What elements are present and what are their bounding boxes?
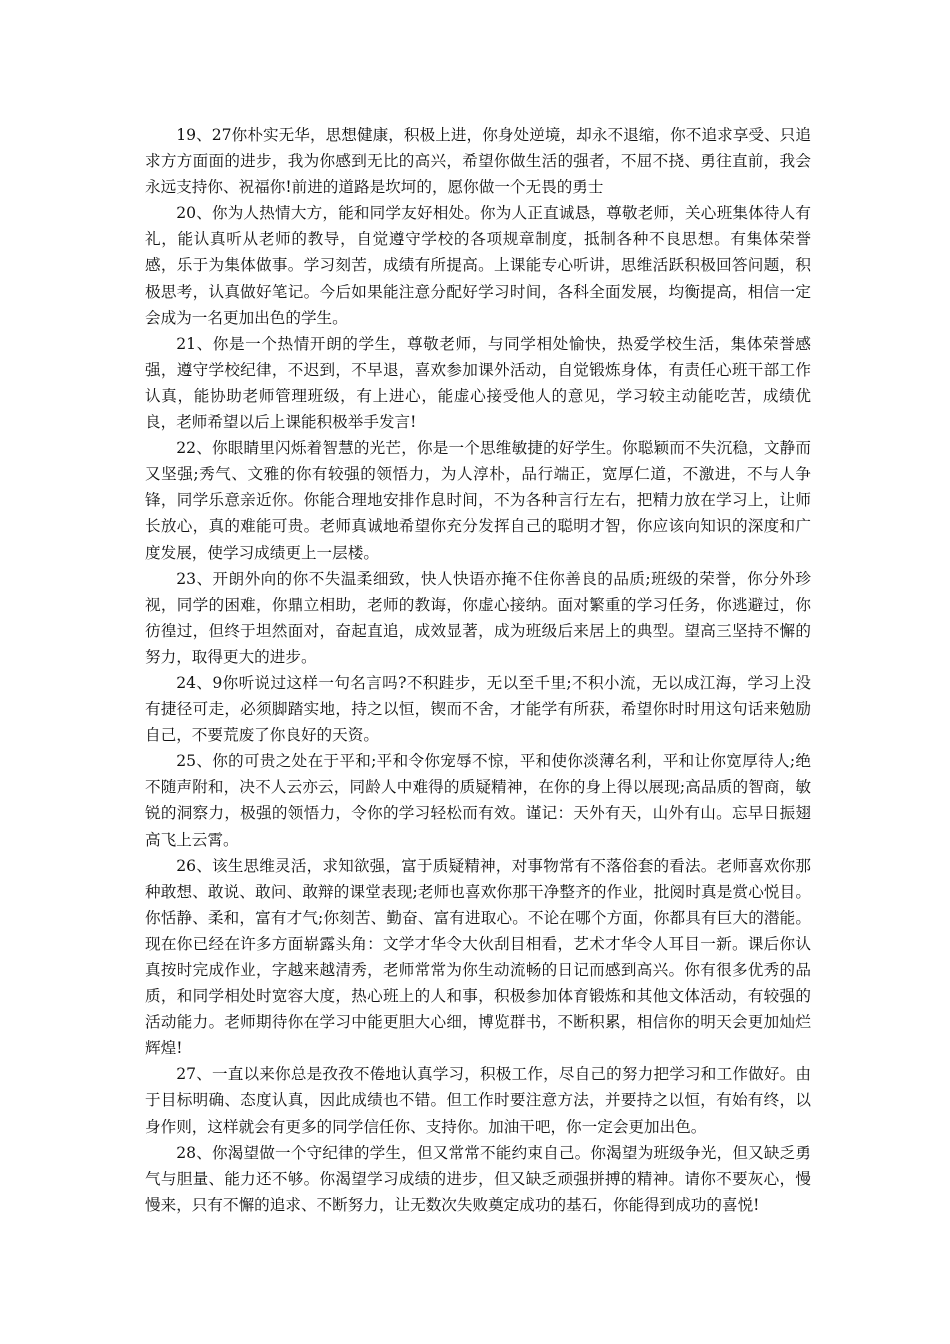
paragraph-22: 22、你眼睛里闪烁着智慧的光芒，你是一个思维敏捷的好学生。你聪颖而不失沉稳，文静而又坚强;秀气、文雅的你有较强的领悟力，为人淳朴，品行端正，宽厚仁道，不激进，不与人争锋，同学乐意亲近你。你能合理地安排作息时间，不为各种言行左右，把精力放在学习上，让师长放心，真的难能可贵。老师真诚地希望你充分发挥自己的聪明才智，你应该向知识的深度和广度发展，使学习成绩更上一层楼。 [145,439,811,562]
document-body [145,122,811,1218]
paragraph-23: 23、开朗外向的你不失温柔细致，快人快语亦掩不住你善良的品质;班级的荣誉，你分外珍视，同学的困难，你鼎立相助，老师的教诲，你虚心接纳。面对繁重的学习任务，你逃避过，你彷徨过，但终于坦然面对，奋起直追，成效显著，成为班级后来居上的典型。望高三坚持不懈的努力，取得更大的进步。 [145,569,811,666]
paragraph-27: 27、一直以来你总是孜孜不倦地认真学习，积极工作，尽自己的努力把学习和工作做好。由于目标明确、态度认真，因此成绩也不错。但工作时要注意方法，并要持之以恒，有始有终，以身作则，这样就会有更多的同学信任你、支持你。加油干吧，你一定会更加出色。 [145,1065,811,1136]
paragraph-19: 19、27你朴实无华，思想健康，积极上进，你身处逆境，却永不退缩，你不追求享受、只追求方方面面的进步，我为你感到无比的高兴，希望你做生活的强者，不屈不挠、勇往直前，我会永远支持你、祝福你!前进的道路是坎坷的，愿你做一个无畏的勇士 [145,126,811,197]
paragraph-28: 28、你渴望做一个守纪律的学生，但又常常不能约束自己。你渴望为班级争光，但又缺乏勇气与胆量、能力还不够。你渴望学习成绩的进步，但又缺乏顽强拼搏的精神。请你不要灰心，慢慢来，只有不懈的追求、不断努力，让无数次失败奠定成功的基石，你能得到成功的喜悦! [145,1143,811,1214]
paragraph-24: 24、9你听说过这样一句名言吗?不积跬步，无以至千里;不积小流，无以成江海，学习上没有捷径可走，必须脚踏实地，持之以恒，锲而不舍，才能学有所获，希望你时时用这句话来勉励自己，不要荒废了你良好的天资。 [145,673,811,745]
paragraph-21: 21、你是一个热情开朗的学生，尊敬老师，与同学相处愉快，热爱学校生活，集体荣誉感强，遵守学校纪律，不迟到，不早退，喜欢参加课外活动，自觉锻炼身体，有责任心班干部工作认真，能协助老师管理班级，有上进心，能虚心接受他人的意见，学习较主动能吃苦，成绩优良，老师希望以后上课能积极举手发言! [145,334,811,432]
paragraph-20: 20、你为人热情大方，能和同学友好相处。你为人正直诚恳，尊敬老师，关心班集体待人有礼，能认真听从老师的教导，自觉遵守学校的各项规章制度，抵制各种不良思想。有集体荣誉感，乐于为集体做事。学习刻苦，成绩有所提高。上课能专心听讲，思维活跃积极回答问题，积极思考，认真做好笔记。今后如果能注意分配好学习时间，各科全面发展，均衡提高，相信一定会成为一名更加出色的学生。 [145,204,811,327]
paragraph-26: 26、该生思维灵活，求知欲强，富于质疑精神，对事物常有不落俗套的看法。老师喜欢你那种敢想、敢说、敢问、敢辩的课堂表现;老师也喜欢你那干净整齐的作业，批阅时真是赏心悦目。你恬静、柔和，富有才气;你刻苦、勤奋、富有进取心。不论在哪个方面，你都具有巨大的潜能。现在你已经在许多方面崭露头角：文学才华令大伙刮目相看，艺术才华令人耳目一新。课后你认真按时完成作业，字越来越清秀，老师常常为你生动流畅的日记而感到高兴。你有很多优秀的品质，和同学相处时宽容大度，热心班上的人和事，积极参加体育锻炼和其他文体活动，有较强的活动能力。老师期待你在学习中能更胆大心细，博览群书，不断积累，相信你的明天会更加灿烂辉煌! [145,856,811,1058]
paragraph-25: 25、你的可贵之处在于平和;平和令你宠辱不惊，平和使你淡薄名利，平和让你宽厚待人;绝不随声附和，决不人云亦云，同龄人中难得的质疑精神，在你的身上得以展现;高品质的智商，敏锐的洞察力，极强的领悟力，令你的学习轻松而有效。谨记：天外有天，山外有山。忘早日振翅高飞上云霄。 [145,752,811,849]
